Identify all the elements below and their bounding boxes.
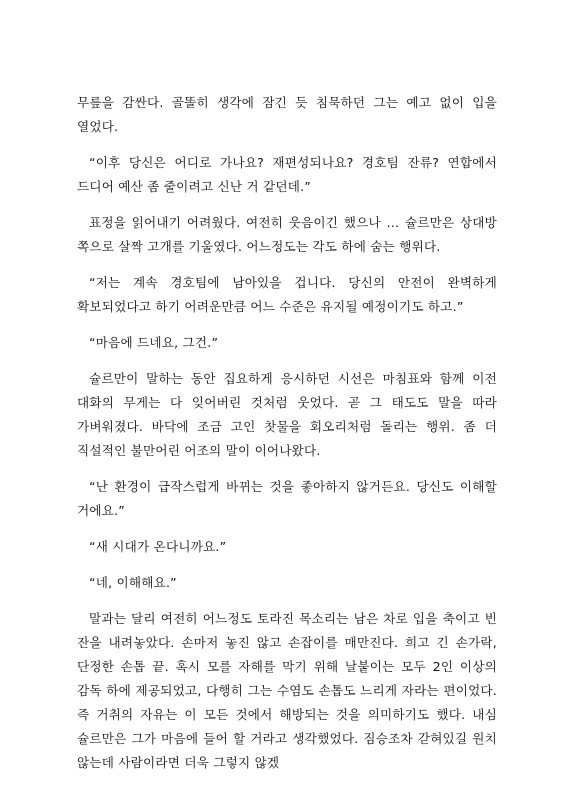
paragraph-9: “네, 이해해요.” (89, 575, 177, 590)
paragraph-2: “이후 당신은 어디로 가나요? 재편성되나요? 경호팀 잔류? 연합에서 드디어 예산 좀 줄이려고 신난 거 같던데.” (77, 155, 497, 194)
paragraph-8: “새 시대가 온다니까요.” (89, 539, 227, 554)
paragraph-6: 슐르만이 말하는 동안 집요하게 응시하던 시선은 마침표와 함께 이전 대화의 무게는 다 잊어버린 것처럼 웃었다. 곧 그 태도도 말을 따라 가벼워졌다. 바닥에 조금 고인 찻물을 회오리처럼 돌리는 행위. 좀 더 직설적인 불만어린 어조의 말이 이어나왔다. (77, 371, 497, 458)
paragraph-5: “마음에 드네요, 그건.” (89, 335, 219, 350)
paragraph-10: 말과는 달리 여전히 어느정도 토라진 목소리는 남은 차로 입을 축이고 빈 잔을 내려놓았다. 손마저 놓진 않고 손잡이를 매만진다. 희고 긴 손가락, 단정한 손톱 끝. 혹시 모를 자해를 막기 위해 날붙이는 모두 2인 이상의 감독 하에 제공되었고, 다행히 그는 수염도 손톱도 느리게 자라는 편이었다. 즉 거취의 자유는 이 모든 것에서 해방되는 것을 의미하기도 했다. 내심 슐르만은 그가 마음에 들어 할 거라고 생각했었다. 짐승조차 갇혀있길 원치 않는데 사람이라면 더욱 그렇지 않겠 (77, 611, 497, 770)
paragraph-4: “저는 계속 경호팀에 남아있을 겁니다. 당신의 안전이 완벽하게 확보되었다고 하기 어려운만큼 어느 수준은 유지될 예정이기도 하고.” (77, 275, 497, 314)
paragraph-7: “난 환경이 급작스럽게 바뀌는 것을 좋아하지 않거든요. 당신도 이해할 거에요.” (77, 479, 497, 518)
body-text (77, 91, 497, 787)
paragraph-3: 표정을 읽어내기 어려웠다. 여전히 웃음이긴 했으나 … 슐르만은 상대방 쪽으로 살짝 고개를 기울였다. 어느정도는 각도 하에 숨는 행위다. (77, 215, 497, 254)
paragraph-1: 무릎을 감싼다. 골똘히 생각에 잠긴 듯 침묵하던 그는 예고 없이 입을 열었다. (77, 95, 497, 134)
